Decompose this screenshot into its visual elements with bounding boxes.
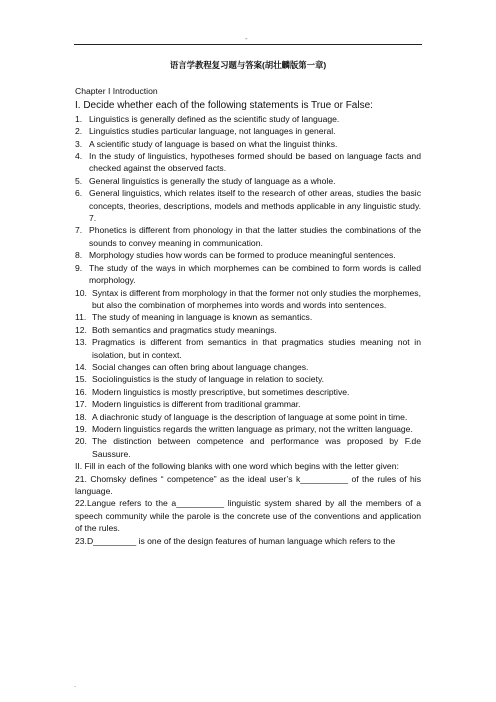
statement-item: 3. A scientific study of language is based on what the linguist thinks. <box>75 138 338 149</box>
statement-list <box>75 113 421 460</box>
document-body <box>75 59 421 547</box>
statement-item: 1. Linguistics is generally defined as the scientific study of language. <box>75 113 340 124</box>
statement-item: 8. Morphology studies how words can be formed to produce meaningful sentences. <box>75 250 396 261</box>
fill-item: 23.D_________ is one of the design features of human language which refers to the <box>75 535 396 546</box>
statement-item: 4. In the study of linguistics, hypotheses formed should be based on language facts and checked against the observed facts. <box>75 151 421 174</box>
statement-item: 17. Modern linguistics is different from traditional grammar. <box>75 399 301 410</box>
fill-item: 22.Langue refers to the a__________ linguistic system shared by all the members of a speech community while the parole is the concrete use of the conventions and application of the rules. <box>75 498 421 534</box>
footer-mark: . <box>74 680 77 689</box>
statement-item: 16. Modern linguistics is mostly prescriptive, but sometimes descriptive. <box>75 386 350 397</box>
header-rule <box>74 44 422 45</box>
statement-item: 20. The distinction between competence and performance was proposed by F.de Saussure. <box>75 436 421 459</box>
statement-item: 9. The study of the ways in which morphemes can be combined to form words is called morphology. <box>75 262 421 286</box>
statement-item: 19. Modern linguistics regards the written language as primary, not the written language. <box>75 423 413 434</box>
section1-heading: I. Decide whether each of the following statements is True or False: <box>75 99 373 111</box>
statement-item: 15. Sociolinguistics is the study of language in relation to society. <box>75 374 325 385</box>
chapter-heading: Chapter I Introduction <box>75 86 158 97</box>
fill-item: 21. Chomsky defines “ competence” as the ideal user’s k__________ of the rules of his language. <box>75 473 421 496</box>
statement-item: 11. The study of meaning in language is known as semantics. <box>75 312 313 323</box>
statement-item: 6. General linguistics, which relates itself to the research of other areas, studies the basic concepts, theories, descriptions, models and methods applicable in any linguistic study. 7. <box>75 188 421 224</box>
header-mark: - <box>245 34 248 43</box>
statement-item: 13. Pragmatics is different from semantics in that pragmatics studies meaning not in isolation, but in context. <box>75 337 421 360</box>
statement-item: 7. Phonetics is different from phonology in that the latter studies the combinations of the sounds to convey meaning in communication. <box>75 225 421 248</box>
section2-heading: II. Fill in each of the following blanks with one word which begins with the letter given: <box>75 461 399 472</box>
statement-item: 14. Social changes can often bring about language changes. <box>75 361 309 372</box>
statement-item: 5. General linguistics is generally the study of language as a whole. <box>75 175 336 186</box>
statement-item: 2. Linguistics studies particular language, not languages in general. <box>75 126 336 137</box>
statement-item: 12. Both semantics and pragmatics study meanings. <box>75 324 277 335</box>
statement-item: 10. Syntax is different from morphology in that the former not only studies the morphemes, but also the combination of morphemes into words and words into sentences. <box>75 287 421 310</box>
statement-item: 18. A diachronic study of language is the description of language at some point in time. <box>75 411 408 422</box>
document-title: 语言学教程复习题与答案(胡壮麟版第一章) <box>169 60 327 70</box>
